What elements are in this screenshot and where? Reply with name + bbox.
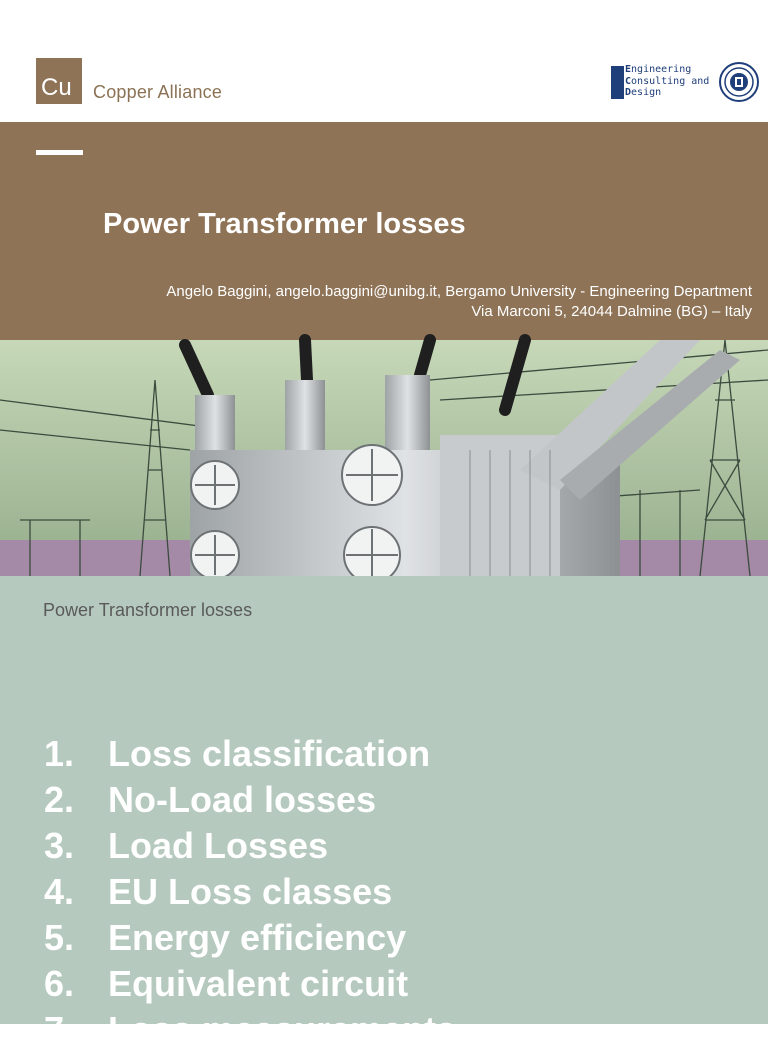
agenda-item — [44, 915, 456, 961]
agenda-label: Load Losses — [108, 825, 329, 866]
slide-title: Power Transformer losses — [103, 208, 466, 240]
agenda-number: 4. — [44, 871, 75, 912]
ecd-line: Consulting and — [625, 75, 710, 87]
ecd-line: Design — [625, 87, 662, 98]
transformer-illustration — [0, 340, 768, 576]
agenda-item — [44, 777, 456, 823]
slide-header — [0, 0, 768, 122]
agenda-label: Energy efficiency — [108, 917, 407, 958]
copper-alliance-logo — [36, 58, 82, 104]
agenda-item — [44, 731, 456, 777]
ecd-logo — [611, 64, 710, 100]
ecd-line: Engineering — [625, 64, 692, 75]
university-seal-icon — [719, 62, 759, 102]
agenda-label: Loss classification — [108, 733, 431, 774]
brand-name: Copper Alliance — [93, 82, 223, 102]
agenda-item — [44, 1007, 456, 1053]
agenda-item — [44, 823, 456, 869]
agenda-label: Loss measurements — [108, 1009, 457, 1050]
agenda-label: Equivalent circuit — [108, 963, 409, 1004]
agenda-label: EU Loss classes — [108, 871, 393, 912]
agenda-list — [44, 731, 456, 1053]
agenda-item — [44, 869, 456, 915]
agenda-number: 6. — [44, 963, 75, 1004]
power-transformer-photo — [0, 340, 768, 576]
agenda-item — [44, 961, 456, 1007]
logo-cu-text: Cu — [41, 74, 72, 101]
address-line: Via Marconi 5, 24044 Dalmine (BG) – Italy — [471, 303, 752, 320]
accent-bar — [36, 150, 83, 155]
agenda-number: 7. — [44, 1009, 75, 1050]
agenda-number: 1. — [44, 733, 75, 774]
agenda-number: 2. — [44, 779, 75, 820]
agenda-label: No-Load losses — [108, 779, 377, 820]
ecd-logo-text — [625, 64, 710, 99]
ecd-logo-mark-icon — [611, 66, 624, 99]
author-line: Angelo Baggini, angelo.baggini@unibg.it, Bergamo University - Engineering Department — [166, 283, 752, 300]
agenda-number: 3. — [44, 825, 75, 866]
author-info — [166, 282, 752, 322]
agenda-subtitle: Power Transformer losses — [43, 600, 253, 620]
agenda-section — [0, 576, 768, 1050]
agenda-number: 5. — [44, 917, 75, 958]
